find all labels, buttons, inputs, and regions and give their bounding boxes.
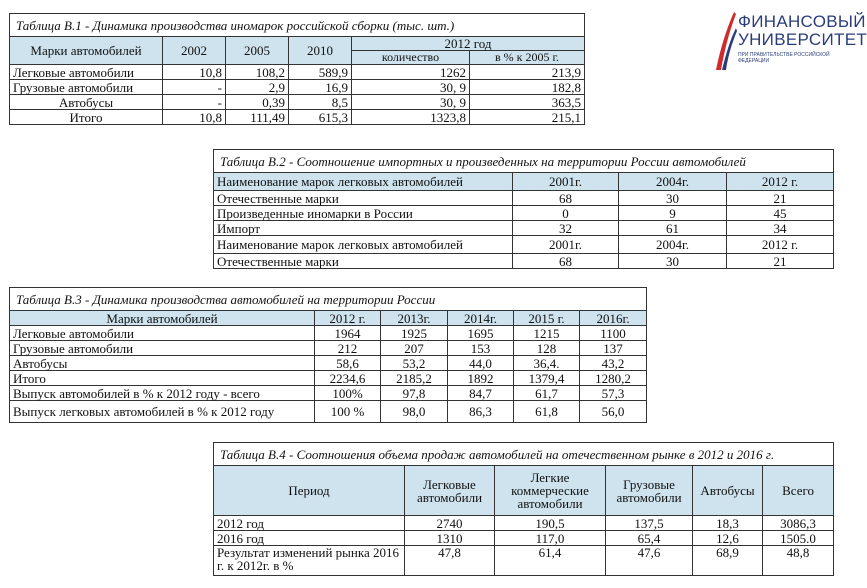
t4-cell: 117,0 bbox=[495, 531, 606, 546]
t2-cell: 34 bbox=[727, 221, 834, 236]
t3-cell: 1695 bbox=[448, 326, 514, 341]
table-row bbox=[214, 191, 834, 206]
t4-cell: 65,4 bbox=[606, 531, 693, 546]
t4-cell: 18,3 bbox=[693, 516, 763, 531]
university-logo bbox=[712, 8, 867, 78]
table-row bbox=[10, 371, 647, 386]
t2-header-2001: 2001г. bbox=[513, 173, 619, 191]
t4-header-buses: Автобусы bbox=[693, 466, 763, 516]
t4-cell: 1310 bbox=[405, 531, 495, 546]
t1-header-pct: в % к 2005 г. bbox=[470, 51, 585, 65]
t2-cell: Отечественные марки bbox=[214, 254, 513, 269]
t4-cell: 48,8 bbox=[763, 546, 834, 576]
t2-cell: 2004г. bbox=[619, 236, 727, 254]
t3-cell: 97,8 bbox=[381, 386, 448, 401]
t1-cell: 2,9 bbox=[226, 80, 289, 95]
t1-cell: 1262 bbox=[352, 65, 470, 80]
t2-cell: Наименование марок легковых автомобилей bbox=[214, 236, 513, 254]
table-b4 bbox=[213, 442, 834, 576]
t2-cell: 68 bbox=[513, 191, 619, 206]
table-row bbox=[214, 516, 834, 531]
t4-cell: 47,6 bbox=[606, 546, 693, 576]
t1-cell: 111,49 bbox=[226, 110, 289, 125]
t3-cell: 43,2 bbox=[580, 356, 647, 371]
t4-header-lcv: Легкие коммерческие автомобили bbox=[495, 466, 606, 516]
t2-cell: 21 bbox=[727, 191, 834, 206]
t3-cell: 1925 bbox=[381, 326, 448, 341]
t4-cell: 47,8 bbox=[405, 546, 495, 576]
t4-cell: 2012 год bbox=[214, 516, 405, 531]
t3-cell: 2234,6 bbox=[315, 371, 381, 386]
t3-cell: Автобусы bbox=[10, 356, 315, 371]
t2-cell: 61 bbox=[619, 221, 727, 236]
table-b2 bbox=[213, 149, 834, 269]
t2-cell: 32 bbox=[513, 221, 619, 236]
t3-cell: 84,7 bbox=[448, 386, 514, 401]
t3-cell: 1100 bbox=[580, 326, 647, 341]
t1-header-2010: 2010 bbox=[289, 37, 352, 65]
t3-cell: 58,6 bbox=[315, 356, 381, 371]
table-row bbox=[214, 254, 834, 269]
t3-cell: 36,4. bbox=[514, 356, 580, 371]
t2-header-name: Наименование марок легковых автомобилей bbox=[214, 173, 513, 191]
t1-cell: - bbox=[163, 80, 226, 95]
table-row bbox=[10, 356, 647, 371]
t4-header-trucks: Грузовые автомобили bbox=[606, 466, 693, 516]
t4-cell: 190,5 bbox=[495, 516, 606, 531]
t3-header-2013: 2013г. bbox=[381, 311, 448, 326]
t2-cell: 9 bbox=[619, 206, 727, 221]
t3-cell: 44,0 bbox=[448, 356, 514, 371]
t3-cell: 61,7 bbox=[514, 386, 580, 401]
t2-cell: 68 bbox=[513, 254, 619, 269]
t3-cell: Итого bbox=[10, 371, 315, 386]
t3-cell: 137 bbox=[580, 341, 647, 356]
t2-cell: Произведенные иномарки в России bbox=[214, 206, 513, 221]
table-row bbox=[214, 546, 834, 576]
logo-line-1: ФИНАНСОВЫЙ bbox=[738, 12, 866, 31]
t3-cell: 1892 bbox=[448, 371, 514, 386]
t2-cell: 2012 г. bbox=[727, 236, 834, 254]
table-row bbox=[10, 326, 647, 341]
t4-cell: 2740 bbox=[405, 516, 495, 531]
logo-emblem-icon bbox=[712, 10, 738, 72]
table-b1-caption: Таблица В.1 - Динамика производства иномарок российской сборки (тыс. шт.) bbox=[10, 14, 585, 37]
t4-header-period: Период bbox=[214, 466, 405, 516]
t1-header-brand: Марки автомобилей bbox=[10, 37, 163, 65]
t1-cell: 213,9 bbox=[470, 65, 585, 80]
t1-header-2002: 2002 bbox=[163, 37, 226, 65]
t3-header-2015: 2015 г. bbox=[514, 311, 580, 326]
t1-cell: 10,8 bbox=[163, 110, 226, 125]
t4-header-cars: Легковые автомобили bbox=[405, 466, 495, 516]
t2-cell: 21 bbox=[727, 254, 834, 269]
t1-cell: Легковые автомобили bbox=[10, 65, 163, 80]
t3-cell: 2185,2 bbox=[381, 371, 448, 386]
table-row bbox=[214, 531, 834, 546]
t1-cell: 10,8 bbox=[163, 65, 226, 80]
t3-cell: 61,8 bbox=[514, 401, 580, 423]
t4-cell: 61,4 bbox=[495, 546, 606, 576]
table-row bbox=[10, 401, 647, 423]
t1-cell: 8,5 bbox=[289, 95, 352, 110]
table-row bbox=[214, 236, 834, 254]
table-row bbox=[214, 221, 834, 236]
t1-cell: Итого bbox=[10, 110, 163, 125]
table-row bbox=[10, 80, 585, 95]
t3-cell: Легковые автомобили bbox=[10, 326, 315, 341]
t1-header-2005: 2005 bbox=[226, 37, 289, 65]
t2-cell: 30 bbox=[619, 191, 727, 206]
t3-cell: 128 bbox=[514, 341, 580, 356]
t3-header-2012: 2012 г. bbox=[315, 311, 381, 326]
t1-header-2012: 2012 год bbox=[352, 37, 585, 51]
table-row bbox=[10, 110, 585, 125]
logo-line-2: УНИВЕРСИТЕТ bbox=[738, 30, 867, 49]
t4-cell: Результат изменений рынка 2016 г. к 2012г. в % bbox=[214, 546, 405, 576]
t3-cell: 153 bbox=[448, 341, 514, 356]
t1-cell: 589,9 bbox=[289, 65, 352, 80]
t3-cell: Выпуск легковых автомобилей в % к 2012 году bbox=[10, 401, 315, 423]
t1-cell: 108,2 bbox=[226, 65, 289, 80]
t3-cell: 56,0 bbox=[580, 401, 647, 423]
t1-cell: 182,8 bbox=[470, 80, 585, 95]
t4-cell: 2016 год bbox=[214, 531, 405, 546]
t1-cell: Автобусы bbox=[10, 95, 163, 110]
t3-cell: 57,3 bbox=[580, 386, 647, 401]
t2-cell: 30 bbox=[619, 254, 727, 269]
table-row bbox=[10, 386, 647, 401]
table-row bbox=[10, 95, 585, 110]
t3-header-brand: Марки автомобилей bbox=[10, 311, 315, 326]
t3-cell: 1379,4 bbox=[514, 371, 580, 386]
table-b2-caption: Таблица В.2 - Соотношение импортных и произведенных на территории России автомобилей bbox=[214, 150, 834, 173]
t3-cell: Грузовые автомобили bbox=[10, 341, 315, 356]
t2-cell: 0 bbox=[513, 206, 619, 221]
table-row bbox=[10, 65, 585, 80]
t1-cell: - bbox=[163, 95, 226, 110]
table-b1 bbox=[9, 13, 585, 125]
t2-cell: Импорт bbox=[214, 221, 513, 236]
t1-cell: Грузовые автомобили bbox=[10, 80, 163, 95]
t1-cell: 1323,8 bbox=[352, 110, 470, 125]
t4-header-total: Всего bbox=[763, 466, 834, 516]
t1-cell: 615,3 bbox=[289, 110, 352, 125]
t4-cell: 12,6 bbox=[693, 531, 763, 546]
table-b3-caption: Таблица В.3 - Динамика производства автомобилей на территории России bbox=[10, 288, 647, 311]
t4-cell: 3086,3 bbox=[763, 516, 834, 531]
table-row bbox=[10, 341, 647, 356]
t2-cell: 2001г. bbox=[513, 236, 619, 254]
t3-cell: 100 % bbox=[315, 401, 381, 423]
t1-cell: 30, 9 bbox=[352, 80, 470, 95]
t3-cell: 98,0 bbox=[381, 401, 448, 423]
t3-cell: 53,2 bbox=[381, 356, 448, 371]
t1-cell: 363,5 bbox=[470, 95, 585, 110]
t1-header-qty: количество bbox=[352, 51, 470, 65]
t3-cell: 212 bbox=[315, 341, 381, 356]
t2-header-2012: 2012 г. bbox=[727, 173, 834, 191]
t1-cell: 30, 9 bbox=[352, 95, 470, 110]
t3-cell: 100% bbox=[315, 386, 381, 401]
t1-cell: 16,9 bbox=[289, 80, 352, 95]
table-row bbox=[214, 206, 834, 221]
t3-cell: 86,3 bbox=[448, 401, 514, 423]
t1-cell: 215,1 bbox=[470, 110, 585, 125]
t2-header-2004: 2004г. bbox=[619, 173, 727, 191]
table-b3 bbox=[9, 287, 647, 423]
t3-cell: 1280,2 bbox=[580, 371, 647, 386]
t2-cell: Отечественные марки bbox=[214, 191, 513, 206]
t4-cell: 137,5 bbox=[606, 516, 693, 531]
logo-line-3: ПРИ ПРАВИТЕЛЬСТВЕ РОССИЙСКОЙ ФЕДЕРАЦИИ bbox=[738, 52, 830, 64]
t4-cell: 68,9 bbox=[693, 546, 763, 576]
t3-cell: 1215 bbox=[514, 326, 580, 341]
t4-cell: 1505.0 bbox=[763, 531, 834, 546]
t1-cell: 0,39 bbox=[226, 95, 289, 110]
t2-cell: 45 bbox=[727, 206, 834, 221]
t3-cell: Выпуск автомобилей в % к 2012 году - всего bbox=[10, 386, 315, 401]
table-b4-caption: Таблица В.4 - Соотношения объема продаж автомобилей на отечественном рынке в 2012 и 2016 г. bbox=[214, 443, 834, 466]
t3-header-2016: 2016г. bbox=[580, 311, 647, 326]
t3-cell: 1964 bbox=[315, 326, 381, 341]
t3-header-2014: 2014г. bbox=[448, 311, 514, 326]
t3-cell: 207 bbox=[381, 341, 448, 356]
